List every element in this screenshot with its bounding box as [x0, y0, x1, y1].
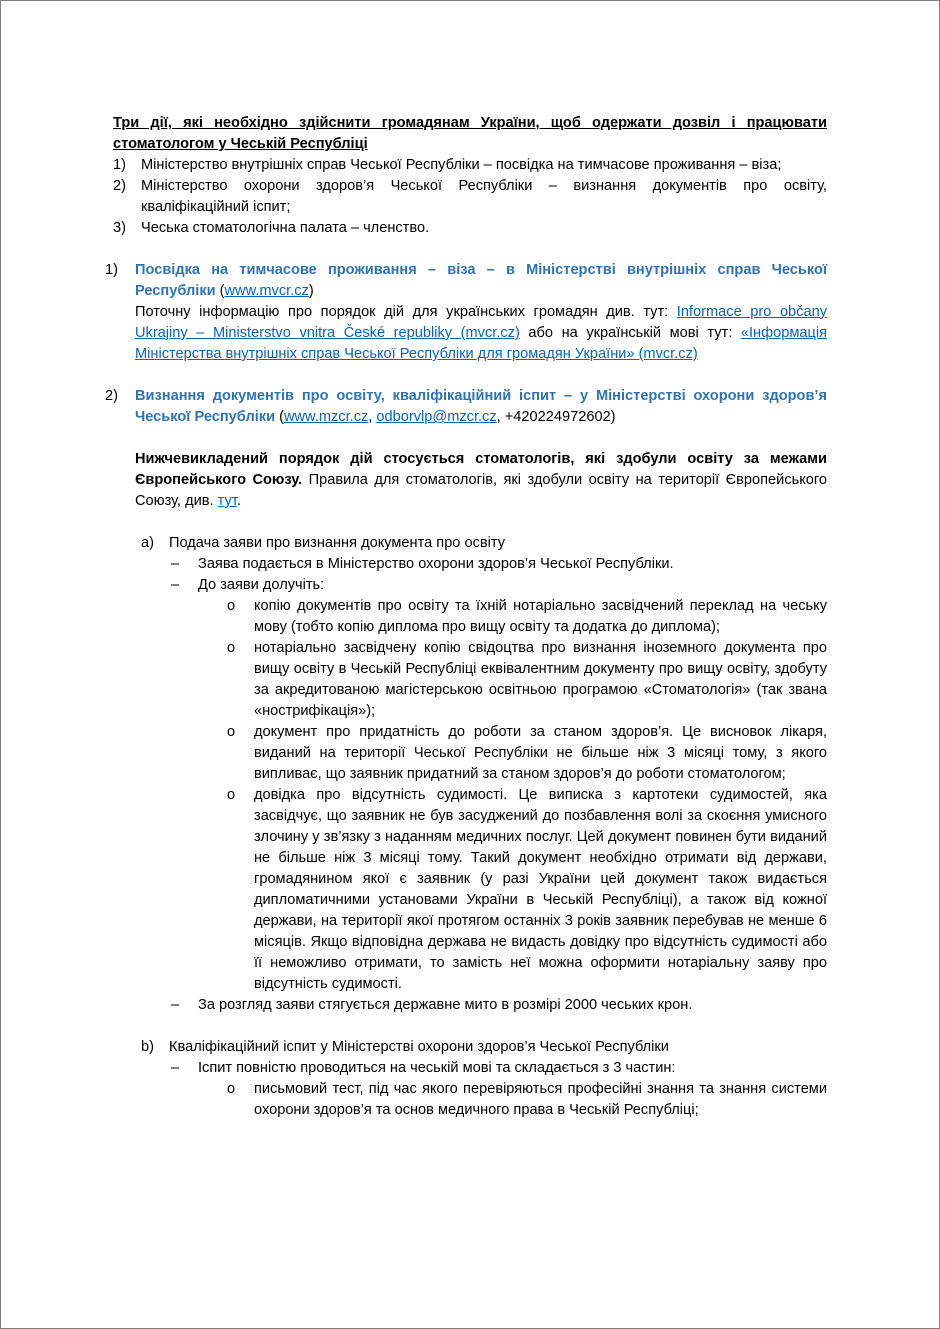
email-link[interactable]: odborvlp@mzcr.cz — [376, 409, 497, 425]
eu-rules-link[interactable]: тут — [217, 493, 237, 509]
circle-bullet: o — [227, 787, 236, 803]
dash-text: Іспит повністю проводиться на чеській мові та складається з 3 частин: — [198, 1060, 676, 1076]
dash-item — [113, 1058, 827, 1079]
circle-text: документ про придатність до роботи за станом здоров’я. Це висновок лікаря, виданий на території Чеської Республіки не більше ніж 3 місяці тому, з якого випливає, що заявник придатний за станом здоров’я до роботи стоматологом; — [254, 724, 827, 782]
intro-text: Міністерство охорони здоров’я Чеської Республіки – визнання документів про освіту, кваліфікаційний іспит; — [141, 178, 827, 215]
intro-item — [113, 176, 827, 218]
dash-bullet: – — [171, 997, 180, 1013]
circle-bullet: o — [227, 1081, 236, 1097]
intro-text: Міністерство внутрішніх справ Чеської Республіки – посвідка на тимчасове проживання – віза; — [141, 157, 782, 173]
paren-open: ( — [215, 283, 225, 299]
document-title: Три дії, які необхідно здійснити громадянам України, щоб одержати дозвіл і працювати стоматологом у Чеській Республіці — [113, 115, 827, 152]
section-residence-permit — [105, 260, 828, 365]
circle-item — [113, 596, 827, 638]
note-end: . — [236, 493, 241, 509]
separator: , — [368, 409, 377, 425]
dash-item — [113, 575, 827, 596]
section-heading-text: Визнання документів про освіту, кваліфікаційний іспит – у Міністерстві охорони здоров’я Чеської Республіки — [135, 388, 827, 425]
part-a — [113, 533, 827, 1016]
dash-item — [113, 995, 827, 1016]
dash-item — [113, 554, 827, 575]
mvcr-link[interactable]: www.mvcr.cz — [224, 283, 309, 299]
note-bold: Нижчевикладений порядок дій стосується стоматологів, які здобули освіту за межами Європейського Союзу. — [135, 451, 827, 488]
paren-open: ( — [275, 409, 284, 425]
circle-text: письмовий тест, під час якого перевіряються професійні знання та знання системи охорони здоров’я та основ медичного права в Чеській Республіці; — [254, 1081, 827, 1118]
section-body — [135, 302, 827, 365]
circle-item — [113, 1079, 827, 1121]
dash-text: За розгляд заяви стягується державне мито в розмірі 2000 чеських крон. — [198, 997, 693, 1013]
circle-bullet: o — [227, 598, 236, 614]
section-heading — [135, 386, 827, 428]
section-number: 1) — [105, 262, 118, 278]
body-text: або на українській мові тут: — [519, 325, 741, 341]
circle-bullet: o — [227, 640, 236, 656]
circle-text: копію документів про освіту та їхній нотаріально засвідчений переклад на чеську мову (тобто копію диплома про вищу освіту та додатка до диплома); — [254, 598, 827, 635]
circle-text: нотаріально засвідчену копію свідоцтва про визнання іноземного документа про вищу освіту в Чеській Республіці еквівалентним документу про вищу освіту, здобуту за акредитованою магістерською освітньою програмою «Стоматологія» (так звана «нострифікація»); — [254, 640, 827, 719]
mvcr-info-link[interactable]: Informace pro občany Ukrajiny – Ministerstvo vnitra České republiky (mvcr.cz) — [135, 304, 828, 341]
part-b-label — [113, 1037, 827, 1058]
part-label: Подача заяви про визнання документа про освіту — [169, 535, 506, 551]
intro-list — [113, 155, 827, 239]
section-recognition — [105, 386, 828, 512]
part-letter: a) — [141, 535, 154, 551]
dash-bullet: – — [171, 577, 180, 593]
intro-number: 3) — [113, 220, 126, 236]
intro-text: Чеська стоматологічна палата – членство. — [141, 220, 430, 236]
section-note — [135, 449, 827, 512]
section-heading — [135, 260, 827, 302]
part-b — [113, 1037, 827, 1121]
circle-text: довідка про відсутність судимості. Це виписка з картотеки судимостей, яка засвідчує, що заявник не був засуджений до позбавлення волі за скоєння умисного злочину у зв’язку з наданням медичних послуг. Цей документ повинен бути виданий не більше ніж 3 місяці тому. Такий документ необхідно отримати від держави, громадянином якої є заявник (у разі України цей документ також видається дипломатичними установами України в Чеській Республіці), а також від кожної держави, на території якої протягом останніх 3 років заявник перебував не менше 6 місяців. Якщо відповідна держава не видасть довідку про відсутність судимості або її неможливо отримати, то замість неї можна оформити нотаріальну заяву про відсутність судимості. — [254, 787, 827, 992]
paren-close: ) — [308, 283, 314, 299]
body-text: Поточну інформацію про порядок дій для українських громадян див. тут: — [135, 304, 677, 320]
dash-bullet: – — [171, 556, 180, 572]
circle-bullet: o — [227, 724, 236, 740]
section-heading-text: Посвідка на тимчасове проживання – віза – в Міністерстві внутрішніх справ Чеської Республіки — [135, 262, 827, 299]
intro-item — [113, 218, 827, 239]
phone-number: , +420224972602) — [496, 409, 616, 425]
circle-item — [113, 722, 827, 785]
circle-item — [113, 638, 827, 722]
section-number: 2) — [105, 388, 118, 404]
mzcr-link[interactable]: www.mzcr.cz — [283, 409, 369, 425]
intro-number: 1) — [113, 157, 126, 173]
dash-text: До заяви долучіть: — [198, 577, 325, 593]
part-label: Кваліфікаційний іспит у Міністерстві охорони здоров’я Чеської Республіки — [169, 1039, 669, 1055]
part-a-label — [113, 533, 827, 554]
circle-item — [113, 785, 827, 995]
dash-bullet: – — [171, 1060, 180, 1076]
dash-text: Заява подається в Міністерство охорони здоров’я Чеської Республіки. — [198, 556, 674, 572]
document-body — [105, 113, 828, 1121]
mvcr-ukrainian-info-link[interactable]: «Інформація Міністерства внутрішніх справ Чеської Республіки для громадян України» (mvcr.cz) — [135, 325, 827, 362]
intro-item — [113, 155, 827, 176]
intro-number: 2) — [113, 178, 126, 194]
part-letter: b) — [141, 1039, 154, 1055]
note-text: Правила для стоматологів, які здобули освіту на території Європейського Союзу, див. — [135, 472, 828, 509]
